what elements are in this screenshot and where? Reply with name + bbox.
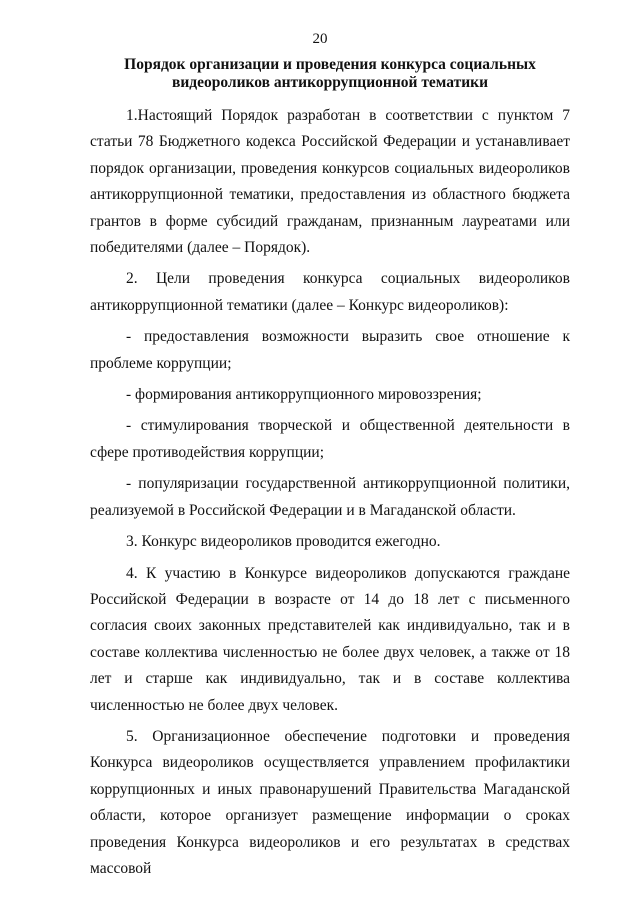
paragraph-5: 5. Организационное обеспечение подготовки и проведения Конкурса видеороликов осуществляется управлением профилактики коррупционных и иных правонарушений Правительства Магаданской области, которое организует размещение информации о сроках проведения Конкурса видеороликов и его результатах в средствах массовой xyxy=(90,727,570,877)
goal-item-3: - стимулирования творческой и общественной деятельности в сфере противодействия коррупции; xyxy=(90,417,570,461)
paragraph-3: 3. Конкурс видеороликов проводится ежегодно. xyxy=(126,533,441,551)
paragraph-2: 2. Цели проведения конкурса социальных видеороликов антикоррупционной тематики (далее – Конкурс видеороликов): xyxy=(90,270,570,314)
goal-item-1: - предоставления возможности выразить свое отношение к проблеме коррупции; xyxy=(90,328,570,372)
goal-item-4: - популяризации государственной антикоррупционной политики, реализуемой в Российской Федерации и в Магаданской области. xyxy=(90,475,570,519)
title-line-2: видеороликов антикоррупционной тематики xyxy=(171,74,489,91)
paragraph-1: 1.Настоящий Порядок разработан в соответствии с пунктом 7 статьи 78 Бюджетного кодекса Российской Федерации и устанавливает порядок организации, проведения конкурсов социальных видеороликов антикоррупционной тематики, предоставления из областного бюджета грантов в форме субсидий гражданам, признанным лауреатами или победителями (далее – Порядок). xyxy=(90,107,570,257)
paragraph-4: 4. К участию в Конкурсе видеороликов допускаются граждане Российской Федерации в возрасте от 14 до 18 лет с письменного согласия своих законных представителей как индивидуально, так и в составе коллектива численностью не более двух человек, а также от 18 лет и старше как индивидуально, так и в составе коллектива численностью не более двух человек. xyxy=(90,564,570,714)
page-number: 20 xyxy=(312,31,328,47)
title-line-1: Порядок организации и проведения конкурса социальных xyxy=(124,56,536,73)
goal-item-2: - формирования антикоррупционного мировоззрения; xyxy=(126,386,482,404)
document-body xyxy=(90,103,570,887)
document-title xyxy=(90,56,570,92)
